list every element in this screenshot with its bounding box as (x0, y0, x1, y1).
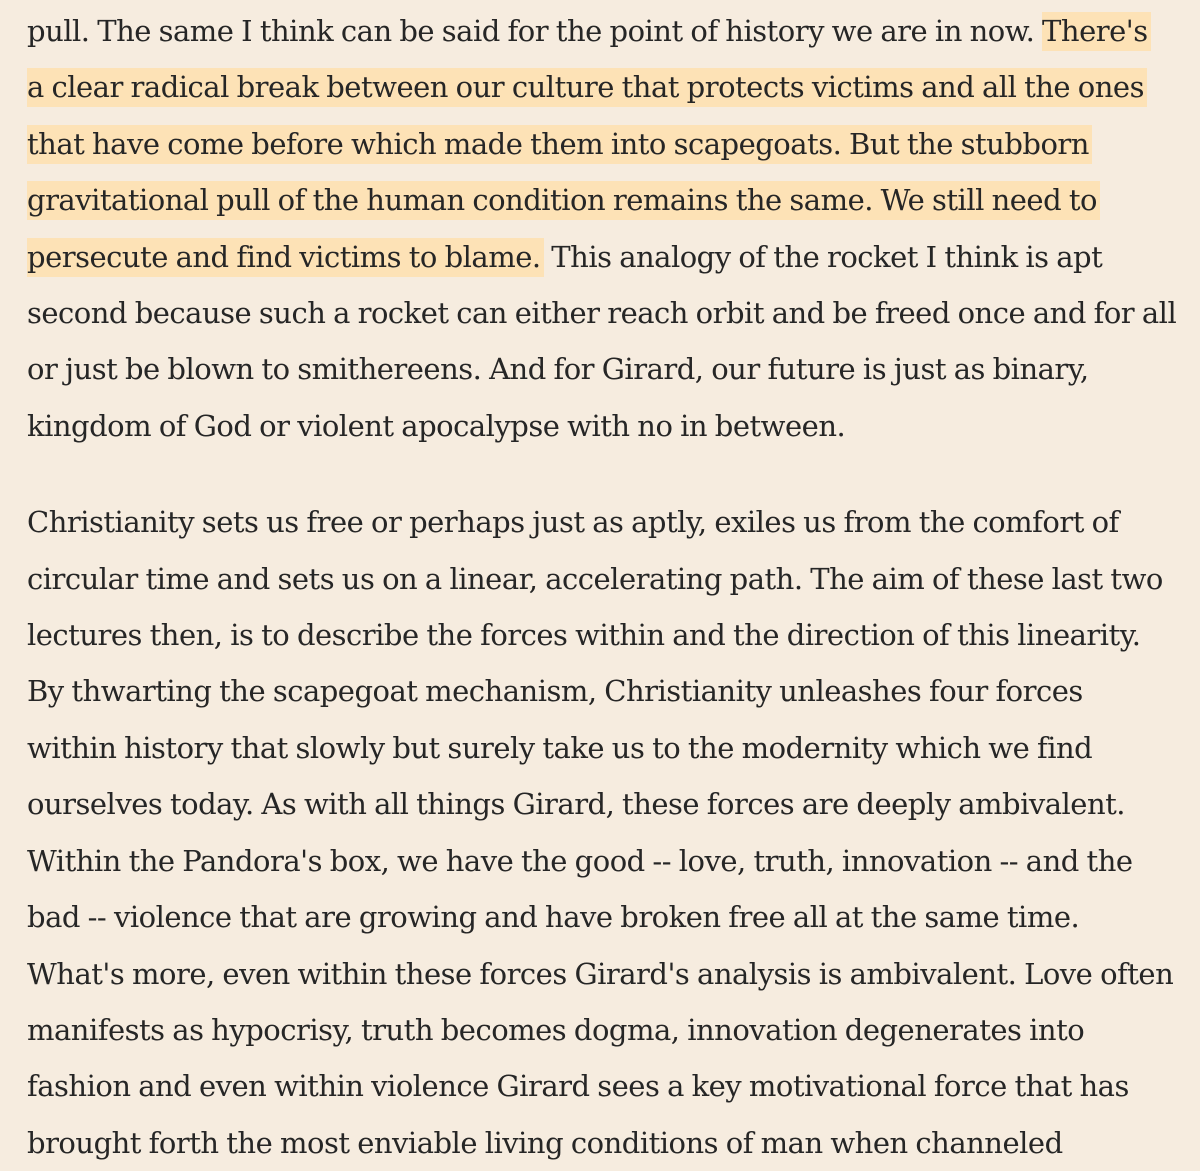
body-text: brought forth the most enviable living conditions of man when channeled (27, 1125, 1063, 1160)
text-line (27, 1002, 1178, 1058)
text-line (27, 833, 1178, 889)
body-text: manifests as hypocrisy, truth becomes dogma, innovation degenerates into (27, 1012, 1085, 1047)
body-text: What's more, even within these forces Girard's analysis is ambivalent. Love often (27, 956, 1174, 991)
text-line (27, 59, 1178, 115)
body-text: By thwarting the scapegoat mechanism, Christianity unleashes four forces (27, 674, 1083, 709)
text-line (27, 229, 1178, 285)
body-text: Within the Pandora's box, we have the good -- love, truth, innovation -- and the (27, 843, 1133, 878)
highlighted-text: gravitational pull of the human condition remains the same. We still need to (27, 181, 1100, 220)
text-line (27, 3, 1178, 59)
body-text: bad -- violence that are growing and have broken free all at the same time. (27, 900, 1080, 935)
body-text: kingdom of God or violent apocalypse with no in between. (27, 408, 846, 443)
body-text: or just be blown to smithereens. And for Girard, our future is just as binary, (27, 352, 1089, 387)
text-line (27, 663, 1178, 719)
body-text: ourselves today. As with all things Girard, these forces are deeply ambivalent. (27, 787, 1126, 822)
text-line (27, 172, 1178, 228)
highlighted-text: There's (1042, 12, 1151, 51)
body-text: pull. The same I think can be said for the point of history we are in now. (27, 14, 1043, 48)
body-text: within history that slowly but surely take us to the modernity which we find (27, 730, 1093, 765)
text-line (27, 946, 1178, 1002)
text-line (27, 1058, 1178, 1114)
article-paragraph (27, 3, 1178, 454)
text-line (27, 341, 1178, 397)
text-line (27, 116, 1178, 172)
text-line (27, 889, 1178, 945)
text-line (27, 607, 1178, 663)
body-text: fashion and even within violence Girard sees a key motivational force that has (27, 1069, 1129, 1104)
body-text: Christianity sets us free or perhaps just as aptly, exiles us from the comfort of (27, 505, 1119, 540)
text-line (27, 776, 1178, 832)
highlighted-text: that have come before which made them into scapegoats. But the stubborn (27, 125, 1092, 164)
text-line (27, 720, 1178, 776)
body-text: lectures then, is to describe the forces within and the direction of this linearity. (27, 618, 1141, 653)
body-text: This analogy of the rocket I think is apt (543, 239, 1103, 274)
body-text: circular time and sets us on a linear, accelerating path. The aim of these last two (27, 561, 1163, 596)
body-text: second because such a rocket can either reach orbit and be freed once and for all (27, 296, 1177, 331)
text-line (27, 551, 1178, 607)
text-line (27, 285, 1178, 341)
highlighted-text: persecute and find victims to blame. (27, 238, 544, 277)
text-line (27, 398, 1178, 454)
article-paragraph (27, 494, 1178, 1171)
highlighted-text: a clear radical break between our culture that protects victims and all the ones (27, 68, 1147, 107)
text-line (27, 494, 1178, 550)
text-line (27, 1115, 1178, 1171)
